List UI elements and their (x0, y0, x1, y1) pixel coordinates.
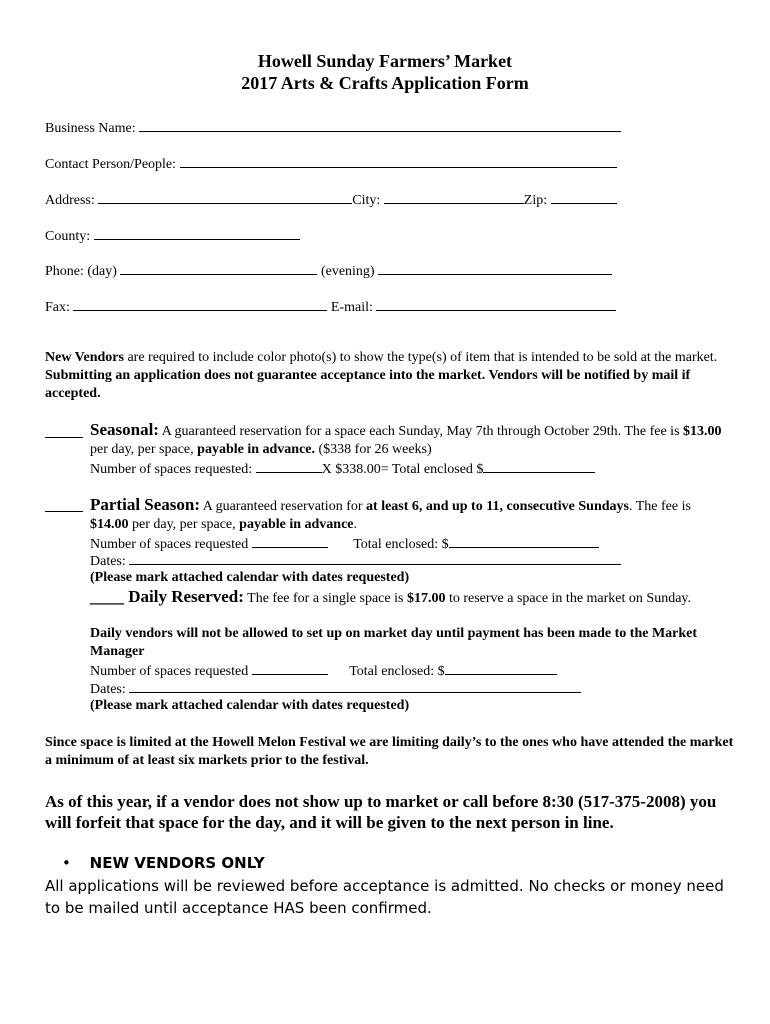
address-field[interactable] (98, 190, 352, 204)
daily-calendar-note: (Please mark attached calendar with dates requested) (90, 698, 410, 713)
seasonal-spaces-row (90, 459, 595, 479)
seasonal-spaces-label: Number of spaces requested: (90, 462, 253, 477)
partial-spaces-field[interactable] (252, 534, 328, 548)
partial-desc-2: . The fee is (628, 499, 691, 514)
daily-desc-2: to reserve a space in the market on Sunday. (445, 591, 691, 606)
seasonal-desc-2: per day, per space, (90, 442, 198, 457)
email-label: E-mail: (330, 300, 373, 315)
daily-dates-label: Dates: (90, 682, 126, 697)
new-vendors-only-heading: NEW VENDORS ONLY (89, 854, 265, 872)
intro-text: are required to include color photo(s) to show the type(s) of item that is intended to be sold at the market. (123, 350, 718, 365)
daily-check-blank[interactable]: ____ (90, 587, 124, 606)
zip-label: Zip: (523, 193, 548, 208)
daily-dates-row (90, 679, 581, 699)
seasonal-payable: payable in advance. (197, 442, 316, 457)
seasonal-multiplier: X $338.00= Total enclosed $ (321, 462, 484, 477)
partial-section (90, 496, 730, 534)
zip-field[interactable] (551, 190, 617, 204)
seasonal-desc: A guaranteed reservation for a space each Sunday, May 7th through October 29th. The fee is (158, 424, 684, 439)
daily-payment-note: Daily vendors will not be allowed to set up on market day until payment has been made to the Market Manager (90, 626, 698, 659)
partial-heading: Partial Season: (90, 495, 201, 514)
partial-dates-label: Dates: (90, 554, 126, 569)
daily-fee: $17.00 (406, 591, 446, 606)
business-name-field[interactable] (139, 118, 621, 132)
seasonal-section (90, 421, 730, 459)
partial-check-blank[interactable] (45, 498, 85, 518)
daily-spaces-label: Number of spaces requested (90, 664, 249, 679)
phone-row (45, 261, 612, 281)
daily-section (90, 588, 730, 608)
city-field[interactable] (384, 190, 524, 204)
daily-spaces-row (90, 661, 557, 681)
fax-field[interactable] (73, 297, 327, 311)
daily-desc: The fee for a single space is (243, 591, 407, 606)
form-title-line1: Howell Sunday Farmers’ Market (257, 51, 513, 71)
partial-fee: $14.00 (90, 517, 129, 532)
seasonal-heading: Seasonal: (90, 420, 159, 439)
partial-total-field[interactable] (449, 534, 599, 548)
bullet-icon: • (62, 854, 71, 872)
phone-evening-label: (evening) (320, 264, 375, 279)
seasonal-weeks: ($338 for 26 weeks) (315, 442, 432, 457)
daily-dates-field[interactable] (129, 679, 581, 693)
partial-payable: payable in advance (239, 517, 354, 532)
contact-person-field[interactable] (180, 154, 617, 168)
business-name-row (45, 118, 621, 138)
email-field[interactable] (376, 297, 616, 311)
seasonal-total-field[interactable] (483, 459, 595, 473)
business-name-label: Business Name: (45, 121, 136, 136)
forfeit-notice: As of this year, if a vendor does not show up to market or call before 8:30 (517-375-2008) you will forfeit that space for the day, and it will be given to the next person in line. (45, 792, 717, 832)
new-vendors-only-text: All applications will be reviewed before acceptance is admitted. No checks or money need to be mailed until acceptance HAS been confirmed. (45, 877, 724, 917)
address-row (45, 190, 617, 210)
partial-dates-row (90, 551, 621, 571)
contact-person-row (45, 154, 617, 174)
contact-person-label: Contact Person/People: (45, 157, 177, 172)
fax-label: Fax: (45, 300, 70, 315)
seasonal-fee: $13.00 (683, 424, 722, 439)
form-title-line2: 2017 Arts & Crafts Application Form (241, 73, 529, 93)
phone-day-label: Phone: (day) (45, 264, 117, 279)
new-vendors-intro (45, 349, 730, 403)
melon-festival-note: Since space is limited at the Howell Melon Festival we are limiting daily’s to the ones who have attended the market a minimum of at least six markets prior to the festival. (45, 735, 734, 768)
city-label: City: (352, 193, 381, 208)
daily-spaces-field[interactable] (252, 661, 328, 675)
partial-desc-3: per day, per space, (128, 517, 240, 532)
phone-day-field[interactable] (120, 261, 317, 275)
acceptance-notice: Submitting an application does not guarantee acceptance into the market. Vendors will be notified by mail if accepted. (45, 368, 691, 401)
daily-heading: Daily Reserved: (124, 587, 244, 606)
seasonal-spaces-field[interactable] (256, 459, 322, 473)
partial-consecutive: at least 6, and up to 11, consecutive Sundays (366, 499, 629, 514)
daily-total-field[interactable] (445, 661, 557, 675)
partial-dates-field[interactable] (129, 551, 621, 565)
county-label: County: (45, 229, 91, 244)
daily-total-label: Total enclosed: $ (349, 664, 445, 679)
phone-evening-field[interactable] (378, 261, 612, 275)
partial-desc: A guaranteed reservation for (200, 499, 367, 514)
seasonal-check-blank[interactable] (45, 424, 85, 444)
partial-total-label: Total enclosed: $ (353, 537, 449, 552)
fax-email-row (45, 297, 616, 317)
county-row (45, 226, 300, 246)
partial-desc-4: . (353, 517, 358, 532)
new-vendors-only-row (62, 853, 265, 873)
partial-calendar-note: (Please mark attached calendar with dates requested) (90, 570, 410, 585)
county-field[interactable] (94, 226, 300, 240)
partial-spaces-label: Number of spaces requested (90, 537, 249, 552)
address-label: Address: (45, 193, 95, 208)
new-vendors-label: New Vendors (45, 350, 124, 365)
